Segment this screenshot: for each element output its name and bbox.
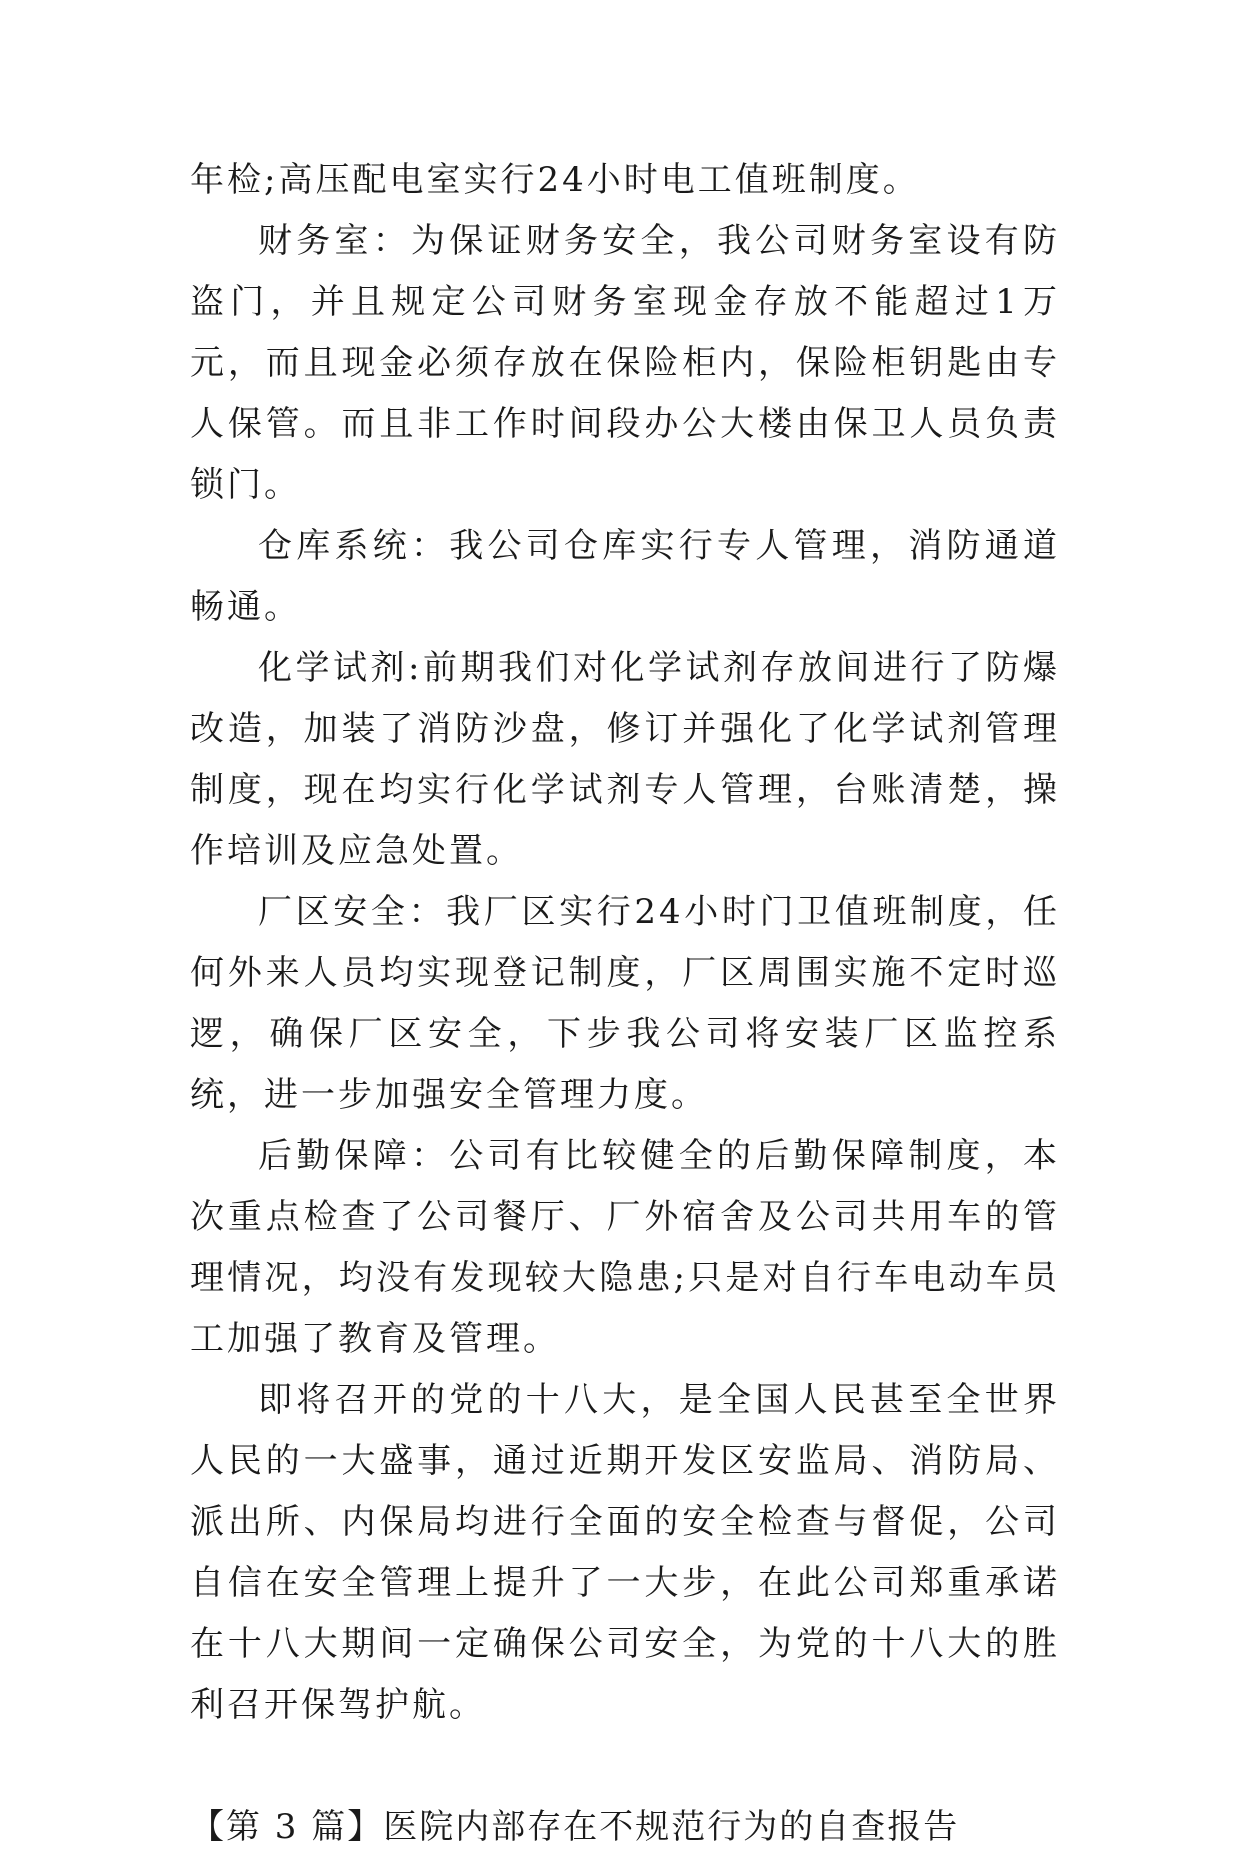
paragraph-congress: 即将召开的党的十八大，是全国人民甚至全世界人民的一大盛事，通过近期开发区安监局、消防局、派出所、内保局均进行全面的安全检查与督促，公司自信在安全管理上提升了一大步，在此公司郑重承诺在十八大期间一定确保公司安全，为党的十八大的胜利召开保驾护航。 xyxy=(190,1380,1060,1725)
paragraph-logistics: 后勤保障：公司有比较健全的后勤保障制度，本次重点检查了公司餐厅、厂外宿舍及公司共用车的管理情况，均没有发现较大隐患;只是对自行车电动车员工加强了教育及管理。 xyxy=(190,1136,1060,1359)
paragraph-continuation: 年检;高压配电室实行24小时电工值班制度。 xyxy=(190,160,920,200)
document-body xyxy=(190,150,1060,1858)
paragraph-plant-security: 厂区安全：我厂区实行24小时门卫值班制度，任何外来人员均实现登记制度，厂区周围实施不定时巡逻，确保厂区安全，下步我公司将安装厂区监控系统，进一步加强安全管理力度。 xyxy=(190,892,1060,1115)
paragraph-warehouse: 仓库系统：我公司仓库实行专人管理，消防通道畅通。 xyxy=(190,526,1060,627)
paragraph-finance-room: 财务室：为保证财务安全，我公司财务室设有防盗门，并且规定公司财务室现金存放不能超过1万元，而且现金必须存放在保险柜内，保险柜钥匙由专人保管。而且非工作时间段办公大楼由保卫人员负责锁门。 xyxy=(190,221,1060,505)
section-title: 【第 3 篇】医院内部存在不规范行为的自查报告 xyxy=(190,1807,960,1847)
paragraph-chemical-reagents: 化学试剂:前期我们对化学试剂存放间进行了防爆改造，加装了消防沙盘，修订并强化了化学试剂管理制度，现在均实行化学试剂专人管理，台账清楚，操作培训及应急处置。 xyxy=(190,648,1060,871)
blank-line xyxy=(190,1736,1060,1797)
